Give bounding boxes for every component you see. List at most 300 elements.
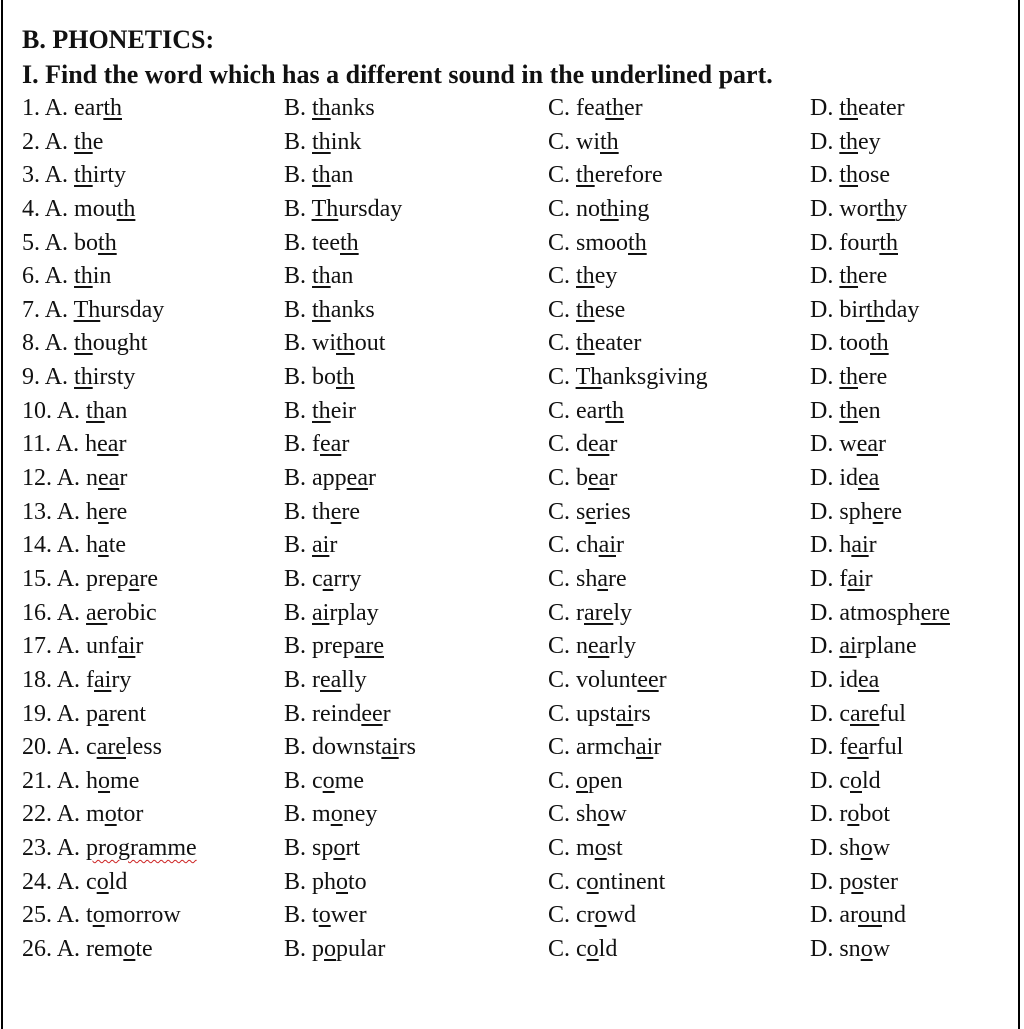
option-letter: C.	[548, 397, 577, 424]
question-number: 1.	[22, 95, 45, 121]
option-letter: D.	[810, 465, 840, 492]
option-letter: A.	[56, 936, 87, 963]
underlined-part: th	[600, 128, 619, 155]
option-letter: A.	[56, 633, 87, 660]
option-word: prepare	[312, 633, 384, 660]
option-word: hear	[85, 431, 127, 458]
question-number: 25.	[22, 902, 57, 929]
question-number: 21.	[22, 767, 57, 794]
answer-option-d	[810, 832, 890, 865]
option-letter: C.	[548, 128, 577, 155]
option-letter: C.	[548, 599, 577, 626]
answer-option-a	[22, 496, 127, 529]
option-word: cold	[576, 936, 618, 963]
option-word: with	[576, 128, 619, 155]
answer-option-c	[548, 866, 665, 899]
answer-option-d	[810, 428, 886, 461]
option-letter: D.	[810, 128, 840, 155]
option-word: these	[576, 296, 626, 323]
underlined-part: th	[74, 330, 93, 357]
question-number: 3.	[22, 162, 45, 189]
underlined-part: a	[128, 565, 140, 592]
option-word: sphere	[839, 498, 902, 525]
underlined-part: o	[330, 801, 343, 828]
option-word: fair	[839, 565, 873, 592]
answer-option-a	[22, 126, 103, 159]
question-number: 5.	[22, 229, 45, 256]
option-word: here	[86, 498, 128, 525]
answer-option-d	[810, 92, 905, 125]
question-row	[22, 698, 1004, 732]
option-word: open	[576, 767, 623, 794]
underlined-part: ai	[598, 532, 616, 559]
underlined-part: th	[576, 330, 595, 357]
question-row	[22, 832, 1004, 866]
option-word: than	[312, 162, 354, 189]
option-word: armchair	[576, 734, 662, 761]
underlined-part: th	[336, 364, 355, 391]
option-letter: C.	[548, 734, 577, 761]
question-row	[22, 159, 1004, 193]
answer-option-a	[22, 630, 143, 663]
answer-option-c	[548, 798, 627, 831]
underlined-part: th	[605, 95, 624, 121]
question-row	[22, 361, 1004, 395]
underlined-part: ea	[588, 431, 610, 458]
answer-option-a	[22, 159, 126, 192]
option-letter: C.	[548, 498, 577, 525]
option-letter: D.	[810, 195, 840, 222]
option-word: parent	[86, 700, 146, 727]
option-letter: A.	[55, 431, 86, 458]
option-letter: A.	[56, 734, 87, 761]
question-number: 4.	[22, 195, 45, 222]
option-letter: A.	[56, 868, 87, 895]
option-word: think	[312, 128, 362, 155]
option-letter: D.	[810, 498, 840, 525]
option-letter: A.	[44, 364, 75, 391]
option-word: come	[312, 767, 364, 794]
answer-option-b	[284, 630, 384, 663]
option-word: idea	[839, 465, 880, 492]
option-letter: A.	[44, 296, 74, 323]
option-word: photo	[312, 868, 367, 895]
answer-option-b	[284, 866, 367, 899]
option-word: poster	[839, 868, 898, 895]
answer-option-c	[548, 395, 624, 428]
option-letter: D.	[810, 868, 840, 895]
option-letter: B.	[284, 666, 313, 693]
underlined-part: ai	[635, 734, 654, 761]
underlined-part: o	[96, 868, 109, 895]
option-word: wear	[839, 431, 886, 458]
question-number: 22.	[22, 801, 57, 828]
option-word: airplay	[312, 599, 379, 626]
answer-option-a	[22, 462, 127, 495]
question-number: 24.	[22, 868, 57, 895]
underlined-part: th	[312, 162, 331, 189]
question-row	[22, 597, 1004, 631]
question-number: 23.	[22, 835, 57, 862]
answer-option-b	[284, 428, 349, 461]
option-letter: C.	[548, 936, 577, 963]
option-letter: A.	[56, 465, 87, 492]
underlined-part: th	[628, 229, 647, 256]
option-letter: A.	[44, 195, 75, 222]
underlined-part: ai	[381, 734, 399, 761]
underlined-part: o	[851, 868, 864, 895]
option-word: than	[86, 397, 128, 424]
answer-option-d	[810, 260, 887, 293]
answer-option-b	[284, 395, 356, 428]
underlined-part: Th	[73, 296, 101, 323]
underlined-part: ai	[312, 532, 330, 559]
option-word: snow	[839, 936, 891, 963]
answer-option-b	[284, 193, 402, 226]
option-word: tower	[312, 902, 367, 929]
option-letter: B.	[284, 835, 313, 862]
answer-option-b	[284, 765, 364, 798]
underlined-part: th	[336, 330, 355, 357]
option-letter: D.	[810, 330, 840, 357]
option-word: Thursday	[311, 195, 403, 222]
option-letter: C.	[548, 700, 577, 727]
option-word: around	[839, 902, 906, 929]
answer-option-b	[284, 529, 337, 562]
option-letter: C.	[548, 633, 577, 660]
option-word: show	[576, 801, 627, 828]
answer-option-b	[284, 361, 355, 394]
answer-option-a	[22, 395, 127, 428]
question-row	[22, 395, 1004, 429]
question-list	[22, 92, 1004, 967]
option-word: robot	[839, 801, 891, 828]
answer-option-d	[810, 597, 950, 630]
option-letter: A.	[44, 263, 75, 290]
underlined-part: o	[123, 936, 136, 963]
underlined-part: are	[850, 700, 880, 727]
option-letter: B.	[284, 296, 313, 323]
answer-option-b	[284, 563, 361, 596]
option-word: smooth	[576, 229, 647, 256]
underlined-part: o	[322, 767, 335, 794]
underlined-part: ea	[856, 431, 878, 458]
answer-option-b	[284, 832, 360, 865]
question-row	[22, 866, 1004, 900]
option-letter: D.	[810, 162, 840, 189]
option-letter: B.	[284, 599, 313, 626]
answer-option-a	[22, 428, 126, 461]
option-word: both	[312, 364, 355, 391]
option-letter: D.	[810, 431, 840, 458]
answer-option-c	[548, 260, 617, 293]
option-letter: D.	[810, 700, 840, 727]
underlined-part: ea	[320, 666, 342, 693]
answer-option-d	[810, 361, 887, 394]
answer-option-d	[810, 698, 906, 731]
option-word: fairy	[86, 666, 132, 693]
answer-option-b	[284, 260, 353, 293]
underlined-part: o	[586, 936, 599, 963]
option-word: then	[839, 397, 881, 424]
option-word: crowd	[576, 902, 637, 929]
option-letter: D.	[810, 801, 840, 828]
underlined-part: th	[74, 263, 93, 290]
option-letter: C.	[548, 330, 577, 357]
answer-option-d	[810, 193, 907, 226]
option-letter: B.	[284, 397, 313, 424]
underlined-part: ai	[312, 599, 330, 626]
option-letter: A.	[56, 902, 87, 929]
underlined-part: th	[312, 296, 331, 323]
underlined-part: th	[312, 128, 331, 155]
underlined-part: ai	[616, 700, 634, 727]
option-word: rarely	[576, 599, 632, 626]
underlined-part: th	[866, 296, 885, 323]
underlined-part: ee	[637, 666, 659, 693]
answer-option-c	[548, 428, 617, 461]
option-word: cold	[86, 868, 128, 895]
answer-option-a	[22, 798, 143, 831]
question-row	[22, 92, 1004, 126]
option-word: appear	[312, 465, 376, 492]
option-letter: B.	[284, 95, 313, 121]
question-row	[22, 260, 1004, 294]
underlined-part: ea	[858, 465, 880, 492]
underlined-part: ea	[346, 465, 368, 492]
underlined-part: th	[86, 397, 105, 424]
underlined-part: ea	[858, 666, 880, 693]
question-row	[22, 899, 1004, 933]
answer-option-b	[284, 159, 353, 192]
option-word: prepare	[86, 565, 158, 592]
option-letter: D.	[810, 599, 840, 626]
underlined-part: ai	[94, 666, 112, 693]
answer-option-a	[22, 765, 139, 798]
answer-option-d	[810, 496, 902, 529]
underlined-part: th	[340, 229, 359, 256]
underlined-part: ea	[847, 734, 869, 761]
underlined-part: ea	[98, 465, 120, 492]
option-letter: A.	[44, 330, 75, 357]
underlined-part: th	[98, 229, 117, 256]
answer-option-a	[22, 260, 111, 293]
answer-option-c	[548, 327, 641, 360]
question-row	[22, 462, 1004, 496]
option-letter: C.	[548, 296, 577, 323]
option-letter: C.	[548, 162, 577, 189]
option-letter: A.	[56, 767, 87, 794]
answer-option-a	[22, 698, 146, 731]
underlined-part: o	[594, 902, 607, 929]
question-number: 16.	[22, 599, 57, 626]
answer-option-d	[810, 563, 873, 596]
underlined-part: e	[98, 498, 109, 525]
option-letter: C.	[548, 364, 576, 391]
question-number: 20.	[22, 734, 57, 761]
option-letter: B.	[284, 868, 313, 895]
option-word: thirty	[74, 162, 127, 189]
option-letter: D.	[810, 229, 840, 256]
option-word: airplane	[839, 633, 917, 660]
underlined-part: o	[576, 767, 589, 794]
answer-option-d	[810, 899, 906, 932]
option-word: worthy	[839, 195, 908, 222]
underlined-part: ai	[847, 565, 865, 592]
question-number: 6.	[22, 263, 45, 290]
underlined-part: th	[600, 195, 619, 222]
answer-option-c	[548, 462, 617, 495]
option-word: volunteer	[576, 666, 667, 693]
answer-option-a	[22, 227, 117, 260]
underlined-part: are	[584, 599, 614, 626]
option-letter: A.	[44, 95, 75, 121]
option-letter: A.	[44, 128, 75, 155]
option-word: carry	[312, 565, 362, 592]
underlined-part: th	[312, 95, 331, 121]
option-letter: B.	[284, 767, 313, 794]
question-row	[22, 731, 1004, 765]
underlined-part: Th	[311, 195, 339, 222]
question-row	[22, 933, 1004, 967]
underlined-part: ai	[851, 532, 869, 559]
underlined-part: th	[839, 162, 859, 189]
underlined-part: are	[354, 633, 384, 660]
option-word: there	[839, 364, 888, 391]
answer-option-a	[22, 563, 158, 596]
option-letter: A.	[56, 397, 87, 424]
option-letter: B.	[284, 498, 313, 525]
underlined-part: ere	[920, 599, 950, 626]
question-number: 26.	[22, 936, 57, 963]
answer-option-c	[548, 731, 661, 764]
option-word: share	[576, 565, 627, 592]
option-word: dear	[576, 431, 618, 458]
underlined-part: a	[322, 565, 334, 592]
option-word: atmosphere	[839, 599, 950, 626]
option-word: thought	[74, 330, 148, 357]
option-letter: B.	[284, 700, 313, 727]
answer-option-c	[548, 899, 636, 932]
option-letter: B.	[284, 902, 313, 929]
answer-option-d	[810, 126, 881, 159]
option-word: popular	[312, 936, 386, 963]
question-row	[22, 765, 1004, 799]
answer-option-c	[548, 126, 619, 159]
option-word: teeth	[312, 229, 359, 256]
underlined-part: e	[872, 498, 884, 525]
option-word: continent	[576, 868, 666, 895]
answer-option-a	[22, 664, 131, 697]
option-letter: B.	[284, 364, 313, 391]
underlined-part: th	[103, 95, 122, 121]
option-word: fear	[312, 431, 350, 458]
answer-option-c	[548, 496, 631, 529]
underlined-part: o	[597, 801, 610, 828]
underlined-part: ea	[320, 431, 342, 458]
answer-option-c	[548, 361, 708, 394]
question-number: 19.	[22, 700, 57, 727]
option-letter: C.	[548, 767, 577, 794]
option-letter: A.	[56, 498, 87, 525]
option-word: than	[312, 263, 354, 290]
question-number: 17.	[22, 633, 57, 660]
option-letter: B.	[284, 801, 313, 828]
underlined-part: o	[860, 936, 873, 963]
answer-option-c	[548, 227, 647, 260]
option-letter: B.	[284, 195, 312, 222]
underlined-part: th	[116, 195, 136, 222]
underlined-part: a	[597, 565, 609, 592]
option-letter: A.	[56, 801, 87, 828]
option-word: earth	[74, 95, 122, 121]
option-word: there	[312, 498, 360, 525]
question-number: 9.	[22, 364, 45, 391]
answer-option-a	[22, 866, 127, 899]
question-number: 11.	[22, 431, 56, 458]
option-letter: A.	[44, 229, 75, 256]
option-letter: B.	[284, 229, 313, 256]
option-word: thirsty	[74, 364, 136, 391]
underlined-part: th	[879, 229, 898, 256]
option-letter: C.	[548, 95, 577, 121]
option-word: thanks	[312, 95, 375, 121]
answer-option-b	[284, 597, 379, 630]
answer-option-c	[548, 92, 643, 125]
option-letter: C.	[548, 902, 577, 929]
option-word: idea	[839, 666, 880, 693]
answer-option-c	[548, 765, 623, 798]
option-word: motor	[86, 801, 144, 828]
answer-option-b	[284, 462, 376, 495]
underlined-part: th	[312, 263, 331, 290]
underlined-part: ai	[118, 633, 136, 660]
option-word: bear	[576, 465, 618, 492]
option-word: feather	[576, 95, 643, 121]
question-row	[22, 798, 1004, 832]
option-letter: C.	[548, 229, 577, 256]
underlined-part: th	[312, 397, 331, 424]
question-row	[22, 126, 1004, 160]
option-word: Thanksgiving	[575, 364, 708, 391]
underlined-part: th	[839, 128, 859, 155]
underlined-part: o	[850, 767, 862, 794]
underlined-part: th	[74, 128, 93, 155]
underlined-part: th	[576, 162, 595, 189]
option-word: they	[576, 263, 618, 290]
option-word: sport	[312, 835, 361, 862]
option-letter: D.	[810, 835, 840, 862]
answer-option-c	[548, 193, 649, 226]
option-word: upstairs	[576, 700, 651, 727]
worksheet	[22, 22, 1004, 967]
underlined-part: are	[96, 734, 126, 761]
option-word: tooth	[839, 330, 889, 357]
option-word: near	[86, 465, 128, 492]
option-word: fearful	[839, 734, 904, 761]
option-letter: A.	[56, 700, 87, 727]
answer-option-d	[810, 664, 879, 697]
question-number: 8.	[22, 330, 45, 357]
answer-option-d	[810, 933, 890, 966]
underlined-part: o	[336, 868, 349, 895]
option-letter: B.	[284, 162, 313, 189]
option-letter: C.	[548, 431, 577, 458]
answer-option-a	[22, 899, 181, 932]
option-letter: D.	[810, 565, 840, 592]
underlined-part: th	[74, 364, 93, 391]
answer-option-c	[548, 698, 651, 731]
